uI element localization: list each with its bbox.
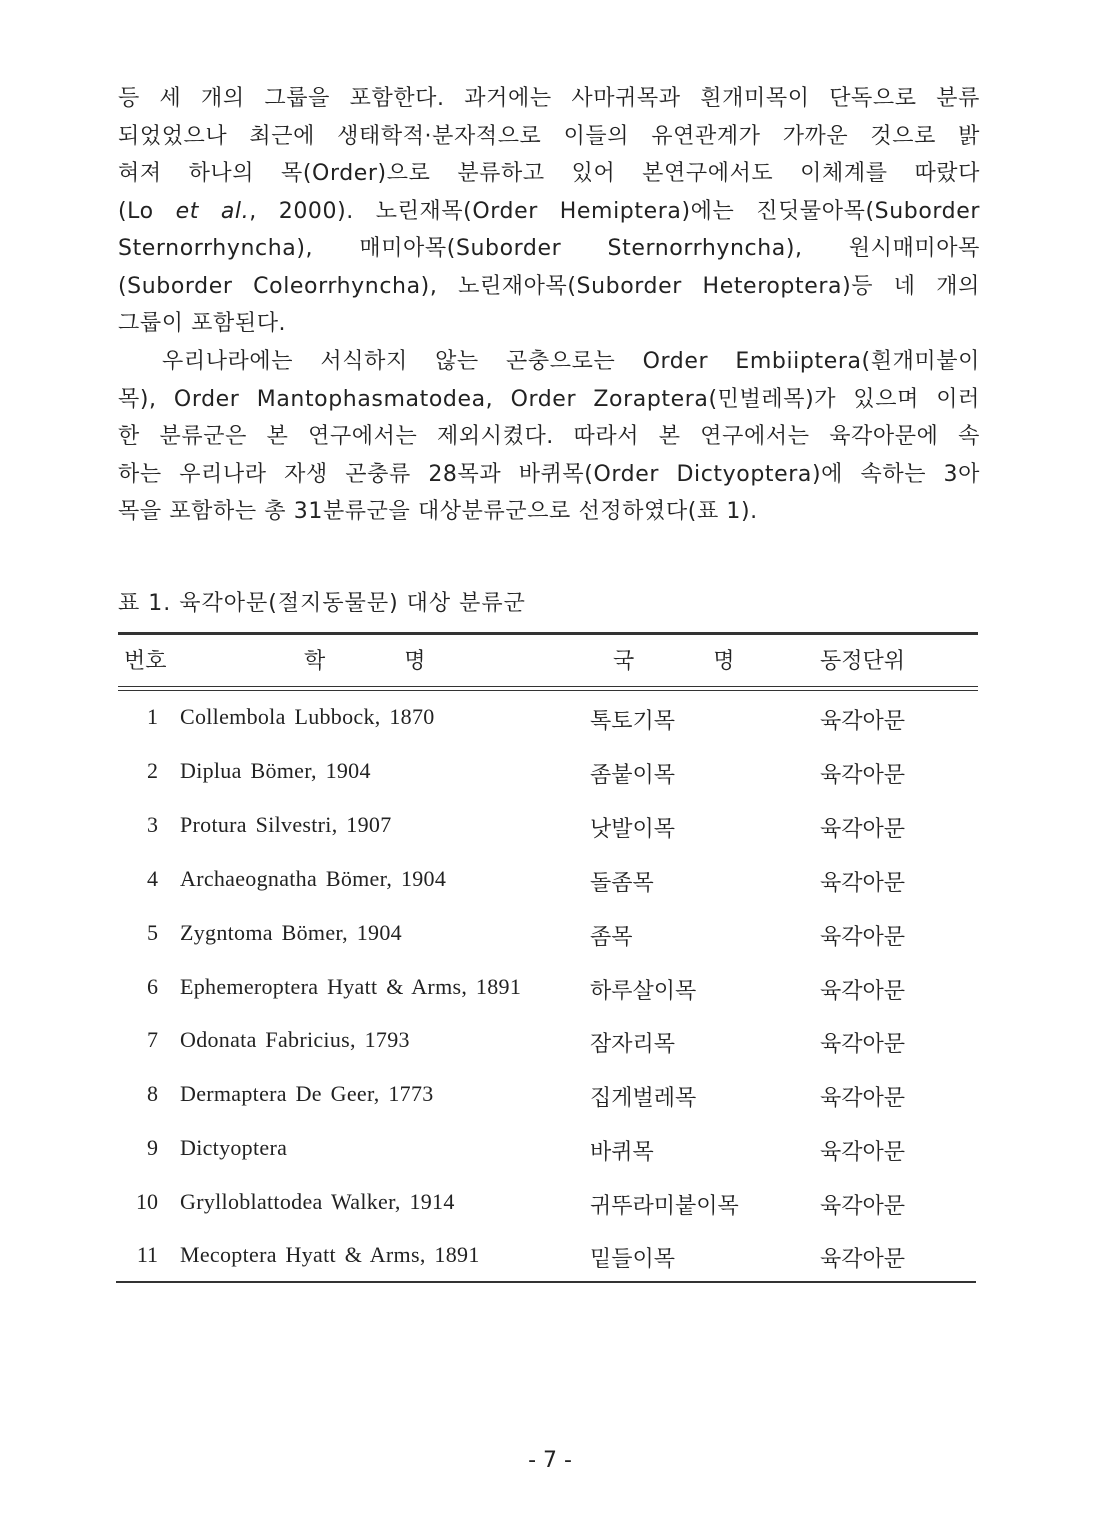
row-number: 9: [147, 1135, 158, 1160]
scientific-name: Mecoptera Hyatt & Arms, 1891: [180, 1242, 480, 1267]
table-row: [118, 758, 978, 812]
table-caption: 표 1. 육각아문(절지동물문) 대상 분류군: [118, 591, 526, 616]
korean-name: 하루살이목: [590, 979, 697, 1004]
scientific-name: Dermaptera De Geer, 1773: [180, 1081, 434, 1106]
table-row: [118, 704, 978, 758]
scientific-name: Odonata Fabricius, 1793: [180, 1027, 410, 1052]
korean-name: 잠자리목: [590, 1032, 676, 1057]
text-line: 우리나라에는 서식하지 않는 곤충으로는 Order Embiiptera(흰개미붙이: [162, 349, 980, 374]
text-line: 등 세 개의 그룹을 포함한다. 과거에는 사마귀목과 흰개미목이 단독으로 분류: [118, 86, 980, 111]
table-row: [118, 1135, 978, 1189]
page-number: - 7 -: [528, 1448, 572, 1473]
scientific-name: Protura Silvestri, 1907: [180, 812, 392, 837]
row-number: 10: [136, 1189, 158, 1214]
table-row: [118, 1027, 978, 1081]
scientific-name: Ephemeroptera Hyatt & Arms, 1891: [180, 974, 522, 999]
text-line: Sternorrhyncha), 매미아목(Suborder Sternorrhyncha), 원시매미아목: [118, 236, 980, 261]
table-row: [118, 866, 978, 920]
text-line: 되었었으나 최근에 생태학적·분자적으로 이들의 유연관계가 가까운 것으로 밝: [118, 123, 980, 149]
text-line: (Lo et al., 2000). 노린재목(Order Hemiptera)에는 진딧물아목(Suborder: [118, 198, 980, 224]
table-row: [118, 812, 978, 866]
scientific-name: Diplua Bömer, 1904: [180, 758, 371, 783]
text-line: 목을 포함하는 총 31분류군을 대상분류군으로 선정하였다(표 1).: [118, 499, 758, 524]
rank-unit: 육각아문: [820, 925, 906, 950]
table-row: [118, 1242, 978, 1296]
korean-name: 밑들이목: [590, 1247, 676, 1272]
header-scientific-name: 학 명: [304, 649, 462, 674]
rank-unit: 육각아문: [820, 1247, 906, 1272]
text-line: 한 분류군은 본 연구에서는 제외시켰다. 따라서 본 연구에서는 육각아문에 속: [118, 424, 980, 449]
body-paragraph-1: [118, 80, 980, 343]
table-header-rule: [118, 686, 978, 687]
scientific-name: Zygntoma Bömer, 1904: [180, 920, 402, 945]
korean-name: 바퀴목: [590, 1140, 654, 1165]
korean-name: 집게벌레목: [590, 1086, 697, 1111]
row-number: 5: [147, 920, 158, 945]
rank-unit: 육각아문: [820, 1194, 906, 1219]
table-header-rule: [118, 690, 978, 691]
rank-unit: 육각아문: [820, 871, 906, 896]
header-korean-name: 국 명: [613, 649, 771, 674]
korean-name: 귀뚜라미붙이목: [590, 1194, 739, 1219]
row-number: 11: [136, 1242, 158, 1267]
row-number: 8: [147, 1081, 158, 1106]
header-rank-unit: 동정단위: [820, 649, 906, 674]
row-number: 4: [147, 866, 158, 891]
korean-name: 낫발이목: [590, 817, 676, 842]
scientific-name: Dictyoptera: [180, 1135, 288, 1160]
rank-unit: 육각아문: [820, 817, 906, 842]
row-number: 7: [147, 1027, 158, 1052]
table-row: [118, 1189, 978, 1243]
text-line: 혀져 하나의 목(Order)으로 분류하고 있어 본연구에서도 이체계를 따랐다: [118, 161, 980, 186]
table-row: [118, 920, 978, 974]
body-paragraph-2: [118, 343, 980, 531]
rank-unit: 육각아문: [820, 979, 906, 1004]
korean-name: 좀붙이목: [590, 763, 676, 788]
scientific-name: Grylloblattodea Walker, 1914: [180, 1189, 455, 1214]
scientific-name: Collembola Lubbock, 1870: [180, 704, 435, 729]
header-number: 번호: [124, 649, 167, 674]
table-row: [118, 1081, 978, 1135]
rank-unit: 육각아문: [820, 1032, 906, 1057]
korean-name: 좀목: [590, 925, 633, 950]
row-number: 1: [147, 704, 158, 729]
rank-unit: 육각아문: [820, 763, 906, 788]
scientific-name: Archaeognatha Bömer, 1904: [180, 866, 447, 891]
text-line: 그룹이 포함된다.: [118, 311, 287, 336]
rank-unit: 육각아문: [820, 1140, 906, 1165]
table-row: [118, 974, 978, 1028]
row-number: 2: [147, 758, 158, 783]
text-line: 목), Order Mantophasmatodea, Order Zoraptera(민벌레목)가 있으며 이러: [118, 386, 980, 412]
korean-name: 돌좀목: [590, 871, 654, 896]
text-line: 하는 우리나라 자생 곤충류 28목과 바퀴목(Order Dictyoptera)에 속하는 3아: [118, 461, 980, 487]
korean-name: 톡토기목: [590, 709, 676, 734]
rank-unit: 육각아문: [820, 709, 906, 734]
citation-italic: et al.: [175, 198, 250, 224]
table-top-rule: [118, 632, 978, 635]
row-number: 3: [147, 812, 158, 837]
row-number: 6: [147, 974, 158, 999]
rank-unit: 육각아문: [820, 1086, 906, 1111]
text-line: (Suborder Coleorrhyncha), 노린재아목(Suborder Heteroptera)등 네 개의: [118, 273, 980, 299]
table-bottom-rule: [116, 1281, 976, 1283]
